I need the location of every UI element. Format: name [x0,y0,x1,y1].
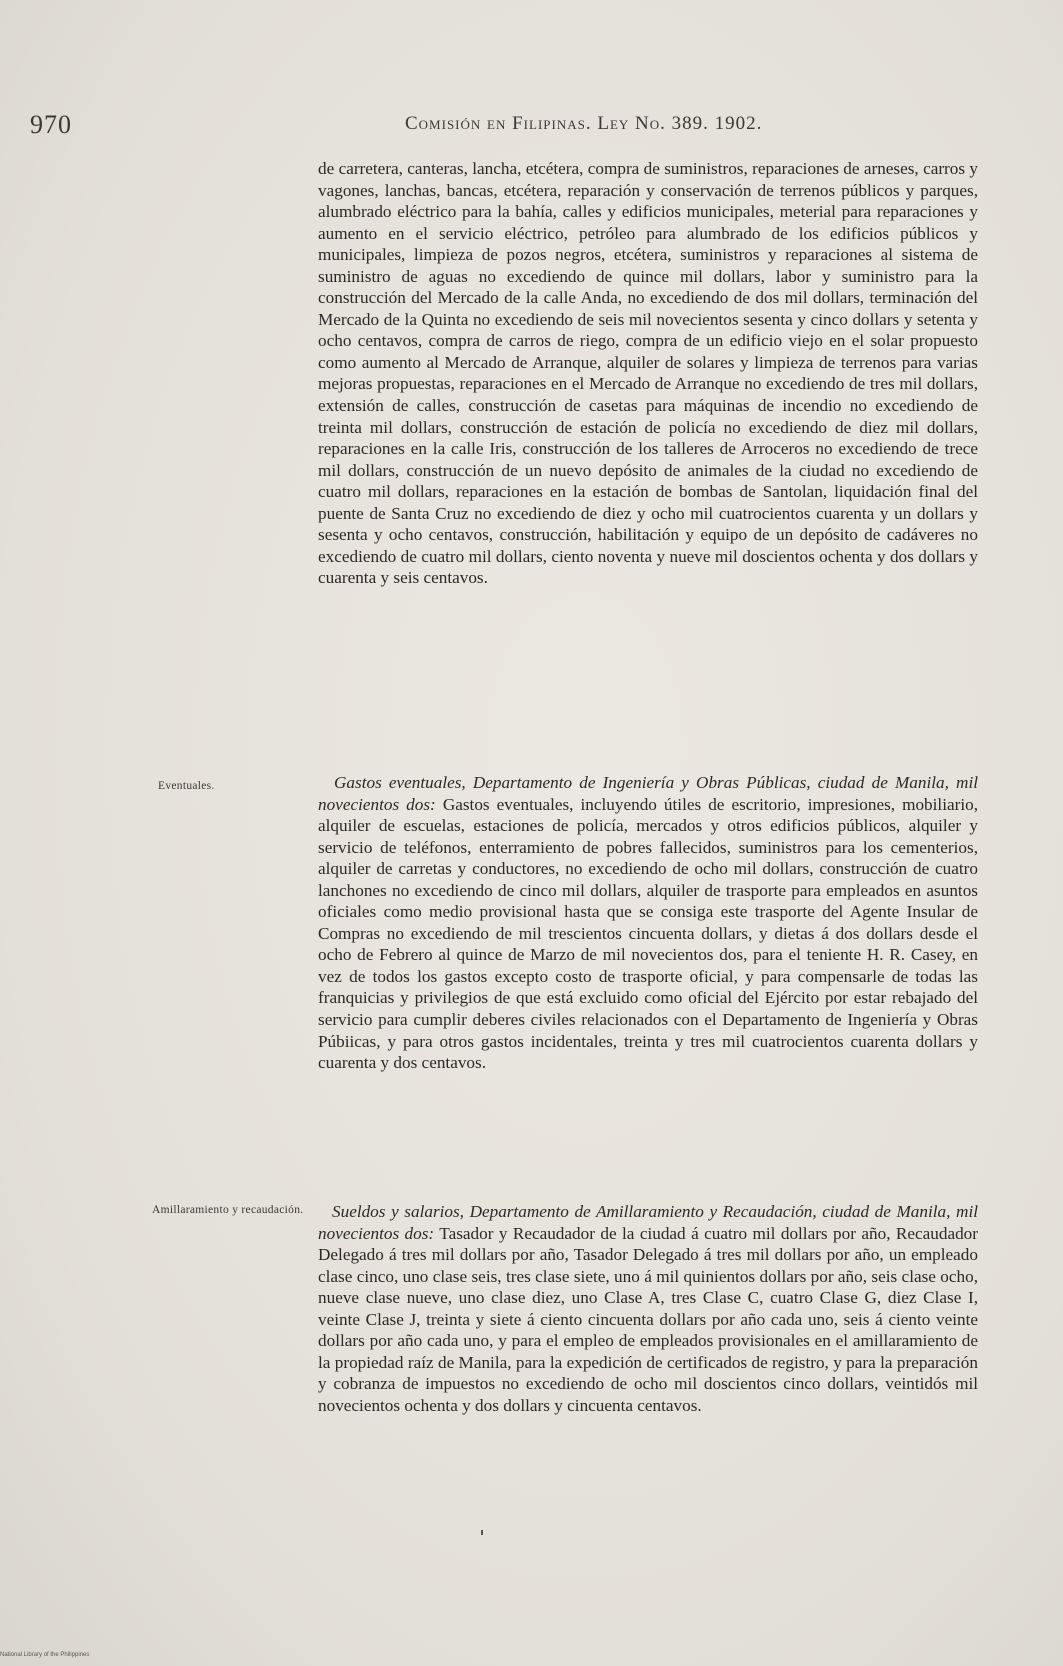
margin-note-amillaramiento: Amillaramiento y recaudación. [152,1204,304,1216]
paragraph-text: Tasador y Recaudador de la ciudad á cuatro mil dollars por año, Recaudador Delegado á tres mil dollars por año, Tasador Delegado á tres mil dollars por año, un empleado clase cinco, uno clase seis, tres clase siete, uno á mil quinientos dollars por año, seis clase ocho, nueve clase nueve, uno clase diez, uno Clase A, tres Clase C, cuatro Clase G, diez Clase I, veinte Clase J, treinta y siete á ciento cincuenta dollars por año cada uno, seis á ciento veinte dollars por año cada uno, y para el empleo de empleados provisionales en el amillaramiento de la propiedad raíz de Manila, para la expedición de certificados de registro, y para la preparación y cobranza de impuestos no excediendo de ocho mil doscientos cinco dollars, veintidós mil novecientos ochenta y dos dollars y cincuenta centavos. [318,1223,978,1415]
paragraph-continuation [318,158,978,589]
footer-credit: National Library of the Philippines [0,1652,90,1658]
paragraph-eventuales [318,772,978,1074]
ink-speck [481,1530,483,1535]
paragraph-lead: Gastos eventuales, Departamento de Ingeniería y Obras Públicas, ciudad de Manila, mil novecientos dos: [318,773,978,814]
paragraph-lead: Sueldos y salarios, Departamento de Amillaramiento y Recaudación, ciudad de Manila, mil novecientos dos: [318,1202,978,1243]
margin-note-eventuales: Eventuales. [158,780,215,792]
paragraph-text: Gastos eventuales, incluyendo útiles de escritorio, impresiones, mobiliario, alquiler de escuelas, estaciones de policía, mercados y otros edificios públicos, alquiler y servicio de teléfonos, enterramiento de pobres fallecidos, suministros para los cementerios, alquiler de carretas y conductores, no excediendo de ocho mil dollars, construcción de cuatro lanchones no excediendo de cinco mil dollars, alquiler de trasporte para empleados en asuntos oficiales como medio provisional hasta que se consiga este trasporte del Agente Insular de Compras no excediendo de mil trescientos cincuenta dollars, y dietas á dos dollars desde el ocho de Febrero al quince de Marzo de mil novecientos dos, para el teniente H. R. Casey, en vez de todos los gastos excepto costo de trasporte oficial, y para compensarle de todas las franquicias y privilegios de que está excluido como oficial del Ejército por estar rebajado del servicio para cumplir deberes civiles relacionados con el Departamento de Ingeniería y Obras Púbiicas, y para otros gastos incidentales, treinta y tres mil cuatrocientos cuarenta dollars y cuarenta y dos centavos. [318,794,978,1073]
paragraph-text: de carretera, canteras, lancha, etcétera, compra de suministros, reparaciones de arneses, carros y vagones, lanchas, bancas, etcétera, reparación y conservación de terrenos públicos y parques, alumbrado eléctrico para la bahía, calles y edificios municipales, meterial para reparaciones y aumento en el servicio eléctrico, petróleo para alumbrado de los edificios públicos y municipales, limpieza de pozos negros, etcétera, suministros y reparaciones al sistema de suministro de aguas no excediendo de quince mil dollars, labor y suministro para la construcción del Mercado de la calle Anda, no excediendo de dos mil dollars, terminación del Mercado de la Quinta no excediendo de seis mil novecientos sesenta y cinco dollars y setenta y ocho centavos, compra de carros de riego, compra de un edificio viejo en el solar propuesto como aumento al Mercado de Arranque, alquiler de solares y limpieza de terrenos para varias mejoras propuestas, reparaciones en el Mercado de Arranque no excediendo de tres mil dollars, extensión de calles, construcción de casetas para máquinas de incendio no excediendo de treinta mil dollars, construcción de estación de policía no excediendo de diez mil dollars, reparaciones en la calle Iris, construcción de los talleres de Arroceros no excediendo de trece mil dollars, construcción de un nuevo depósito de animales de la ciudad no excediendo de cuatro mil dollars, reparaciones en la estación de bombas de Santolan, liquidación final del puente de Santa Cruz no excediendo de diez y ocho mil cuatrocientos cuarenta y un dollars y sesenta y ocho centavos, construcción, habilitación y equipo de un depósito de cadáveres no excediendo de cuatro mil dollars, ciento noventa y nueve mil doscientos ochenta y dos dollars y cuarenta y seis centavos. [318,159,978,588]
page-number: 970 [30,110,72,139]
running-head: Comisión en Filipinas. Ley No. 389. 1902. [405,113,763,134]
paragraph-amillaramiento [318,1201,978,1416]
